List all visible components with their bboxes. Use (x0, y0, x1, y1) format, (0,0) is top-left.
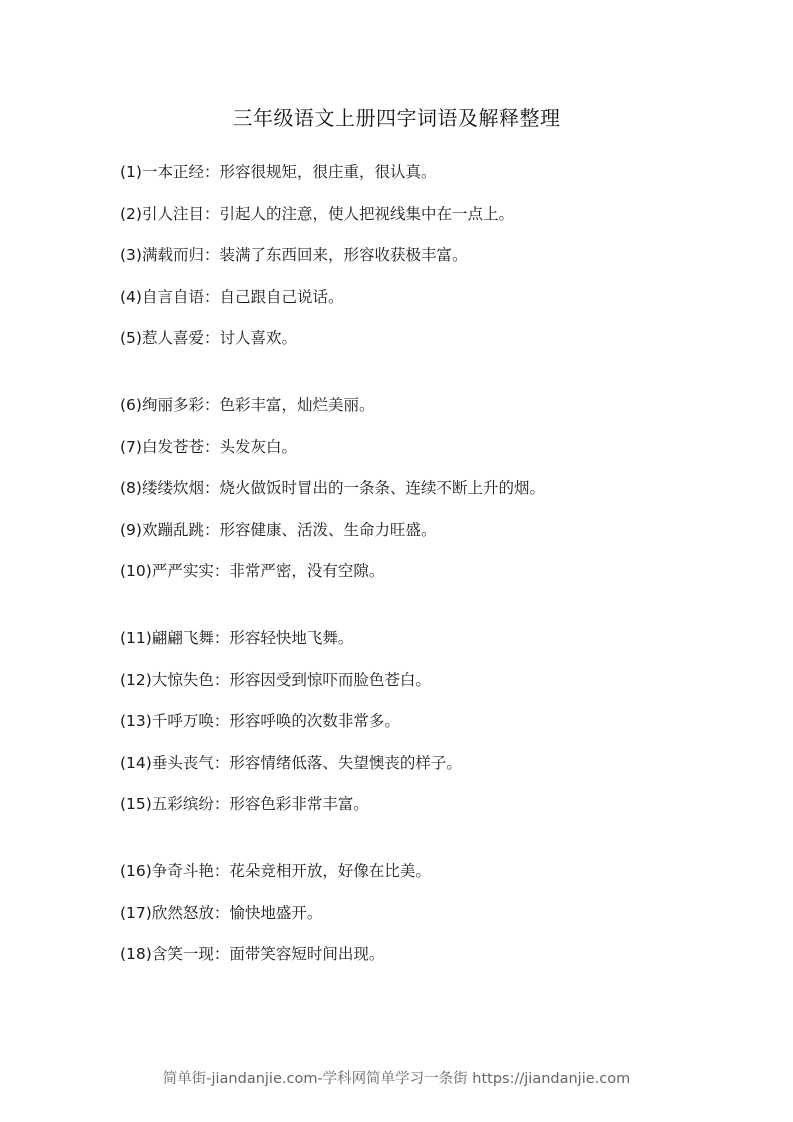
entry-group (120, 859, 760, 967)
list-item: (11)翩翩飞舞：形容轻快地飞舞。 (120, 629, 354, 647)
list-item: (9)欢蹦乱跳：形容健康、活泼、生命力旺盛。 (120, 520, 437, 539)
list-item: (16)争奇斗艳：花朵竞相开放，好像在比美。 (120, 862, 431, 880)
list-item: (14)垂头丧气：形容情绪低落、失望懊丧的样子。 (120, 753, 462, 772)
list-item: (6)绚丽多彩：色彩丰富，灿烂美丽。 (120, 396, 375, 414)
entry-group (120, 393, 760, 584)
list-item: (10)严严实实：非常严密，没有空隙。 (120, 562, 385, 580)
page-title: 三年级语文上册四字词语及解释整理 (232, 106, 561, 130)
page-footer: 简单街-jiandanjie.com-学科网简单学习一条街 https://jiandanjie.com (162, 1071, 631, 1087)
list-item: (3)满载而归：装满了东西回来，形容收获极丰富。 (120, 246, 468, 264)
list-item: (12)大惊失色：形容因受到惊吓而脸色苍白。 (120, 670, 431, 689)
list-item: (4)自言自语：自己跟自己说话。 (120, 287, 344, 306)
list-item: (7)白发苍苍：头发灰白。 (120, 437, 297, 456)
list-item: (15)五彩缤纷：形容色彩非常丰富。 (120, 795, 369, 813)
list-item: (18)含笑一现：面带笑容短时间出现。 (120, 945, 385, 963)
list-item: (1)一本正经：形容很规矩，很庄重，很认真。 (120, 163, 437, 181)
list-item: (2)引人注目：引起人的注意，使人把视线集中在一点上。 (120, 204, 514, 223)
entry-group (120, 626, 760, 817)
list-item: (5)惹人喜爱：讨人喜欢。 (120, 329, 297, 347)
list-item: (13)千呼万唤：形容呼唤的次数非常多。 (120, 712, 400, 730)
list-item: (8)缕缕炊烟：烧火做饭时冒出的一条条、连续不断上升的烟。 (120, 479, 545, 497)
entry-group (120, 160, 760, 351)
list-item: (17)欣然怒放：愉快地盛开。 (120, 903, 323, 922)
entry-list (120, 160, 760, 967)
